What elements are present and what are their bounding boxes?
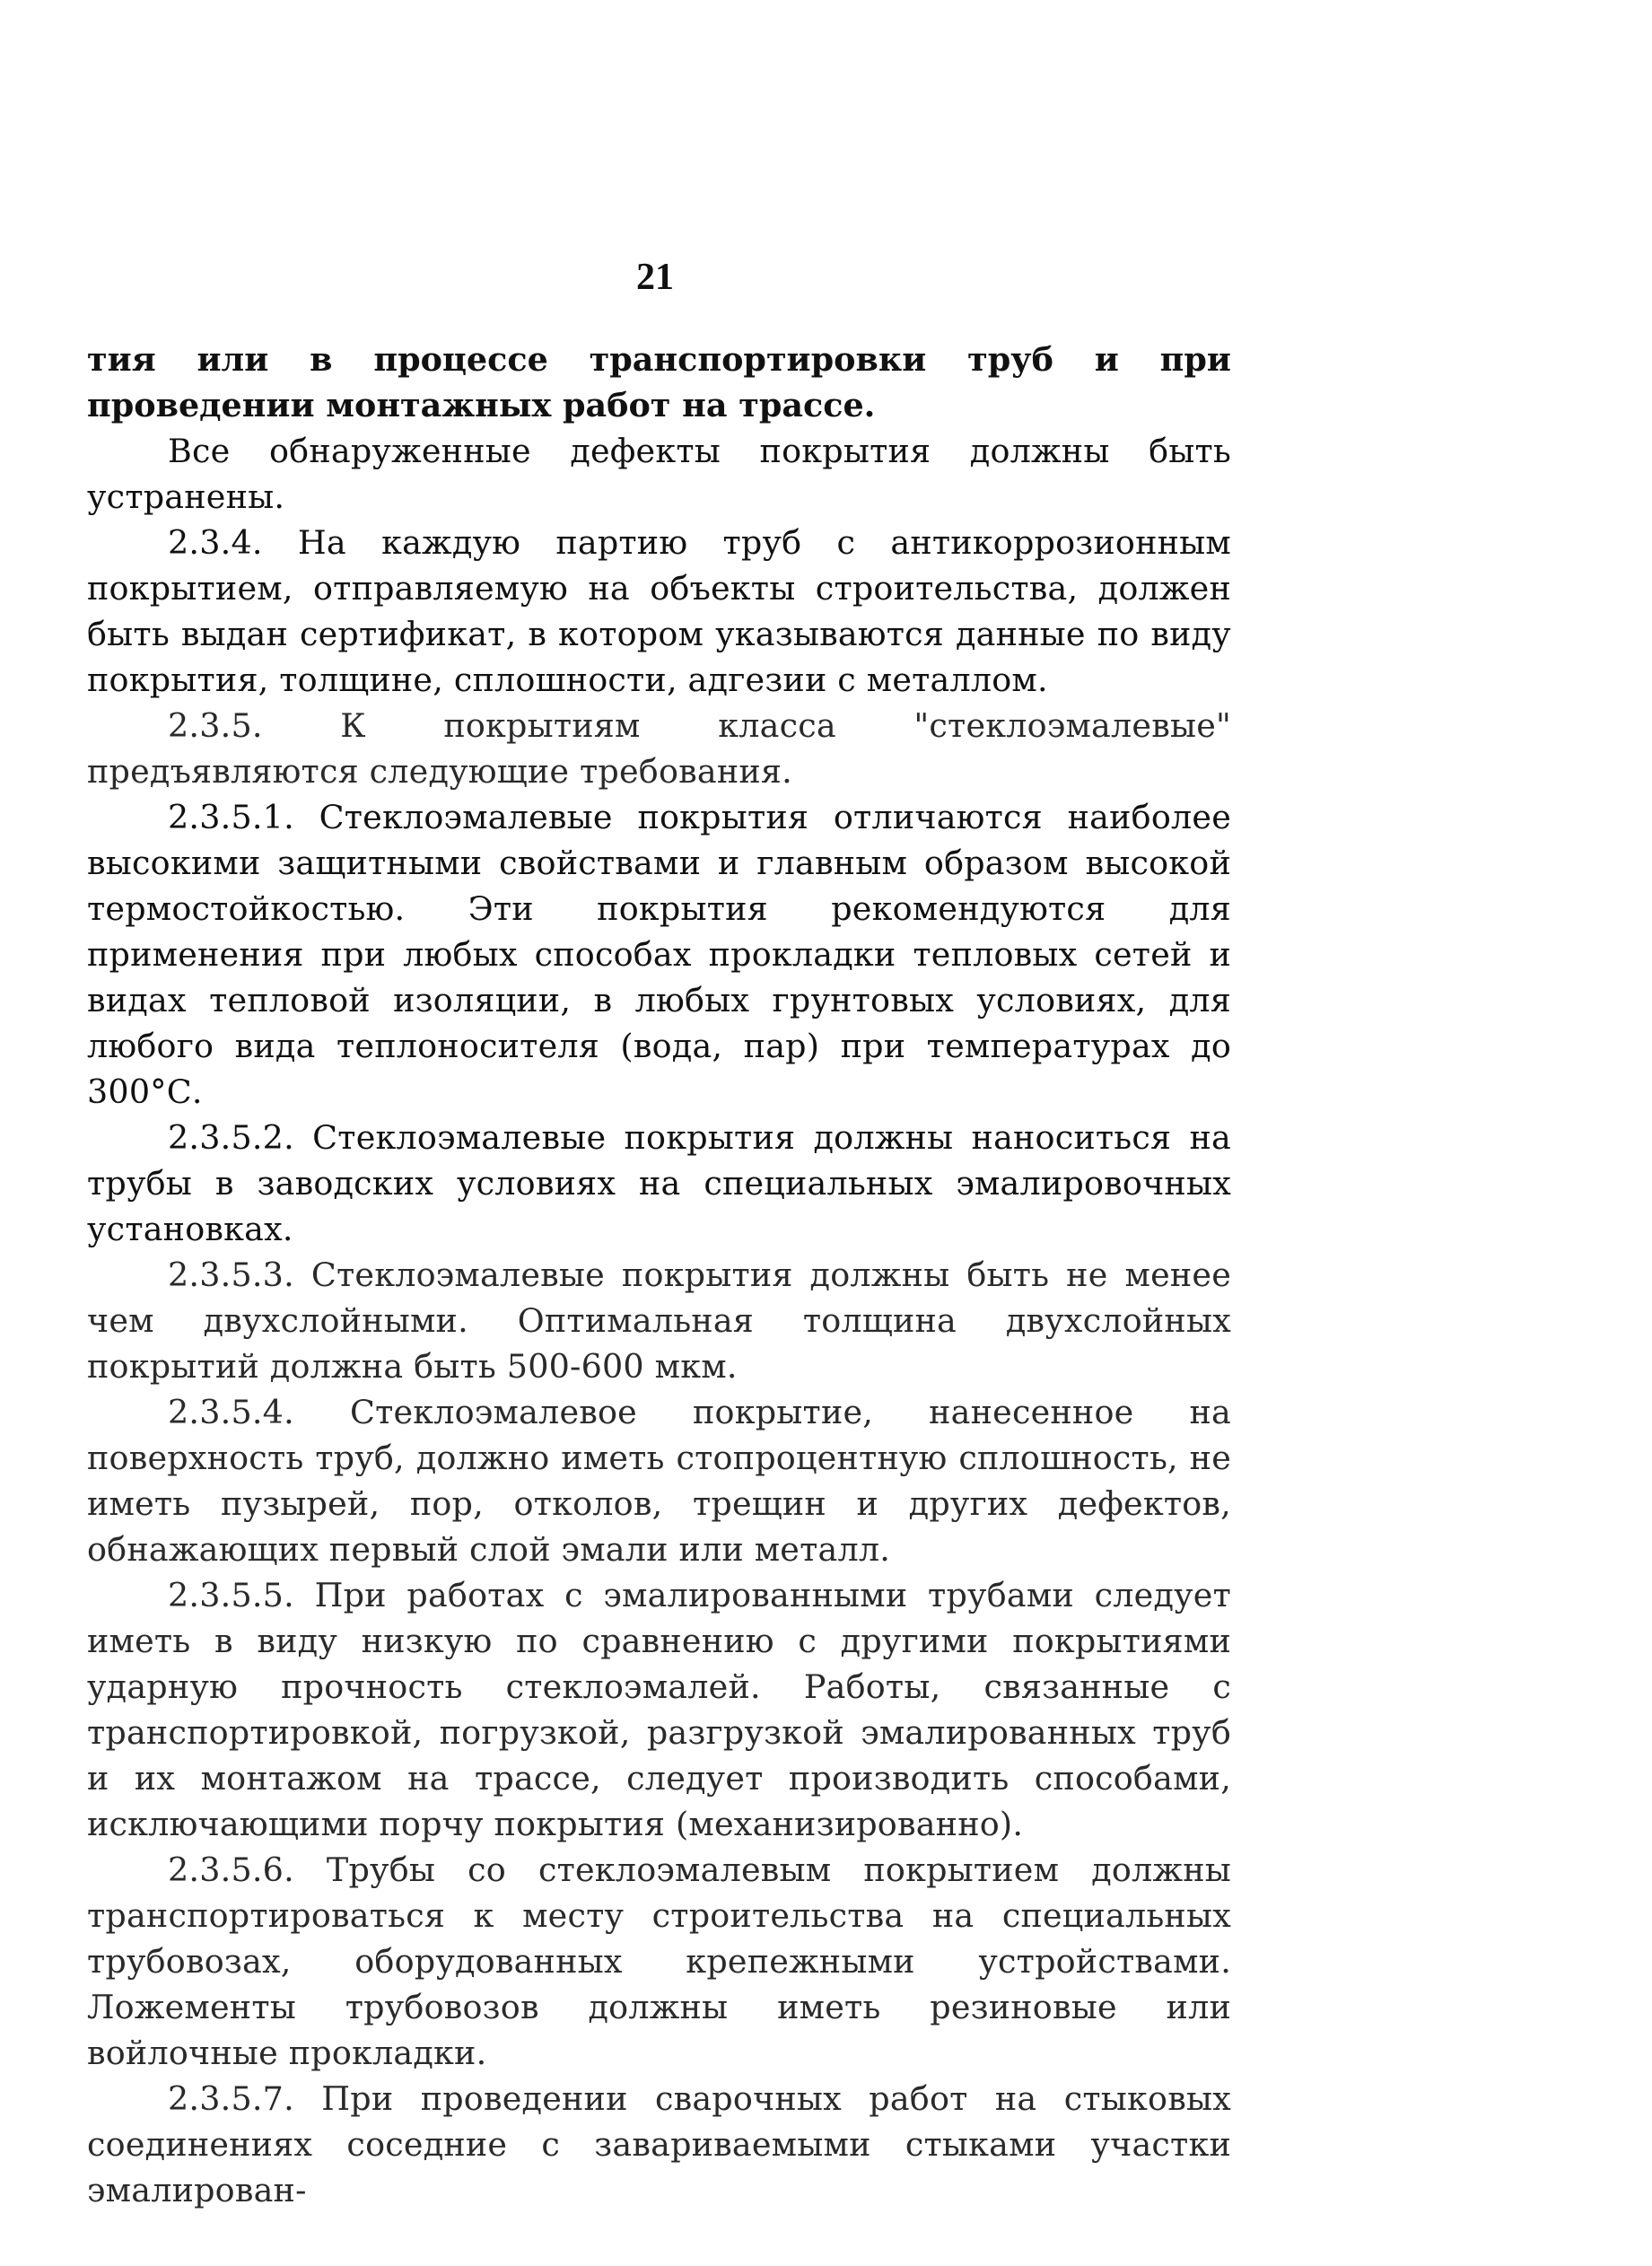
paragraph-2-3-5-4: 2.3.5.4. Стеклоэмалевое покрытие, нанесенное на поверхность труб, должно иметь стопроцентную сплошность, не иметь пузырей, пор, отколов, трещин и других дефектов, обнажающих первый слой эмали или металл.	[87, 1393, 1231, 1569]
paragraph-continuation: тия или в процессе транспортировки труб и при проведении монтажных работ на трассе.	[87, 340, 1231, 424]
page-number: 21	[636, 257, 674, 298]
paragraph-2-3-5: 2.3.5. К покрытиям класса "стеклоэмалевые" предъявляются следующие требования.	[87, 706, 1231, 791]
paragraph-2-3-4: 2.3.4. На каждую партию труб с антикоррозионным покрытием, отправляемую на объекты строительства, должен быть выдан сертификат, в котором указываются данные по виду покрытия, толщине, сплошности, адгезии с металлом.	[87, 523, 1231, 699]
paragraph-2-3-5-7: 2.3.5.7. При проведении сварочных работ на стыковых соединениях соседние с завариваемыми стыками участки эмалирован-	[87, 2079, 1231, 2209]
paragraph-2-3-5-1: 2.3.5.1. Стеклоэмалевые покрытия отличаются наиболее высокими защитными свойствами и главным образом высокой термостойкостью. Эти покрытия рекомендуются для применения при любых способах прокладки тепловых сетей и видах тепловой изоляции, в любых грунтовых условиях, для любого вида теплоносителя (вода, пар) при температурах до 300°С.	[87, 798, 1231, 1111]
paragraph-2-3-5-3: 2.3.5.3. Стеклоэмалевые покрытия должны быть не менее чем двухслойными. Оптимальная толщина двухслойных покрытий должна быть 500-600 мкм.	[87, 1255, 1231, 1386]
paragraph-defects: Все обнаруженные дефекты покрытия должны быть устранены.	[87, 432, 1231, 516]
paragraph-2-3-5-6: 2.3.5.6. Трубы со стеклоэмалевым покрытием должны транспортироваться к месту строительства на специальных трубовозах, оборудованных крепежными устройствами. Ложементы трубовозов должны иметь резиновые или войлочные прокладки.	[87, 1850, 1231, 2072]
paragraph-2-3-5-5: 2.3.5.5. При работах с эмалированными трубами следует иметь в виду низкую по сравнению с другими покрытиями ударную прочность стеклоэмалей. Работы, связанные с транспортировкой, погрузкой, разгрузкой эмалированных труб и их монтажом на трассе, следует производить способами, исключающими порчу покрытия (механизированно).	[87, 1576, 1231, 1843]
body-text	[87, 337, 1231, 2213]
paragraph-2-3-5-2: 2.3.5.2. Стеклоэмалевые покрытия должны наноситься на трубы в заводских условиях на специальных эмалировочных установках.	[87, 1118, 1231, 1248]
